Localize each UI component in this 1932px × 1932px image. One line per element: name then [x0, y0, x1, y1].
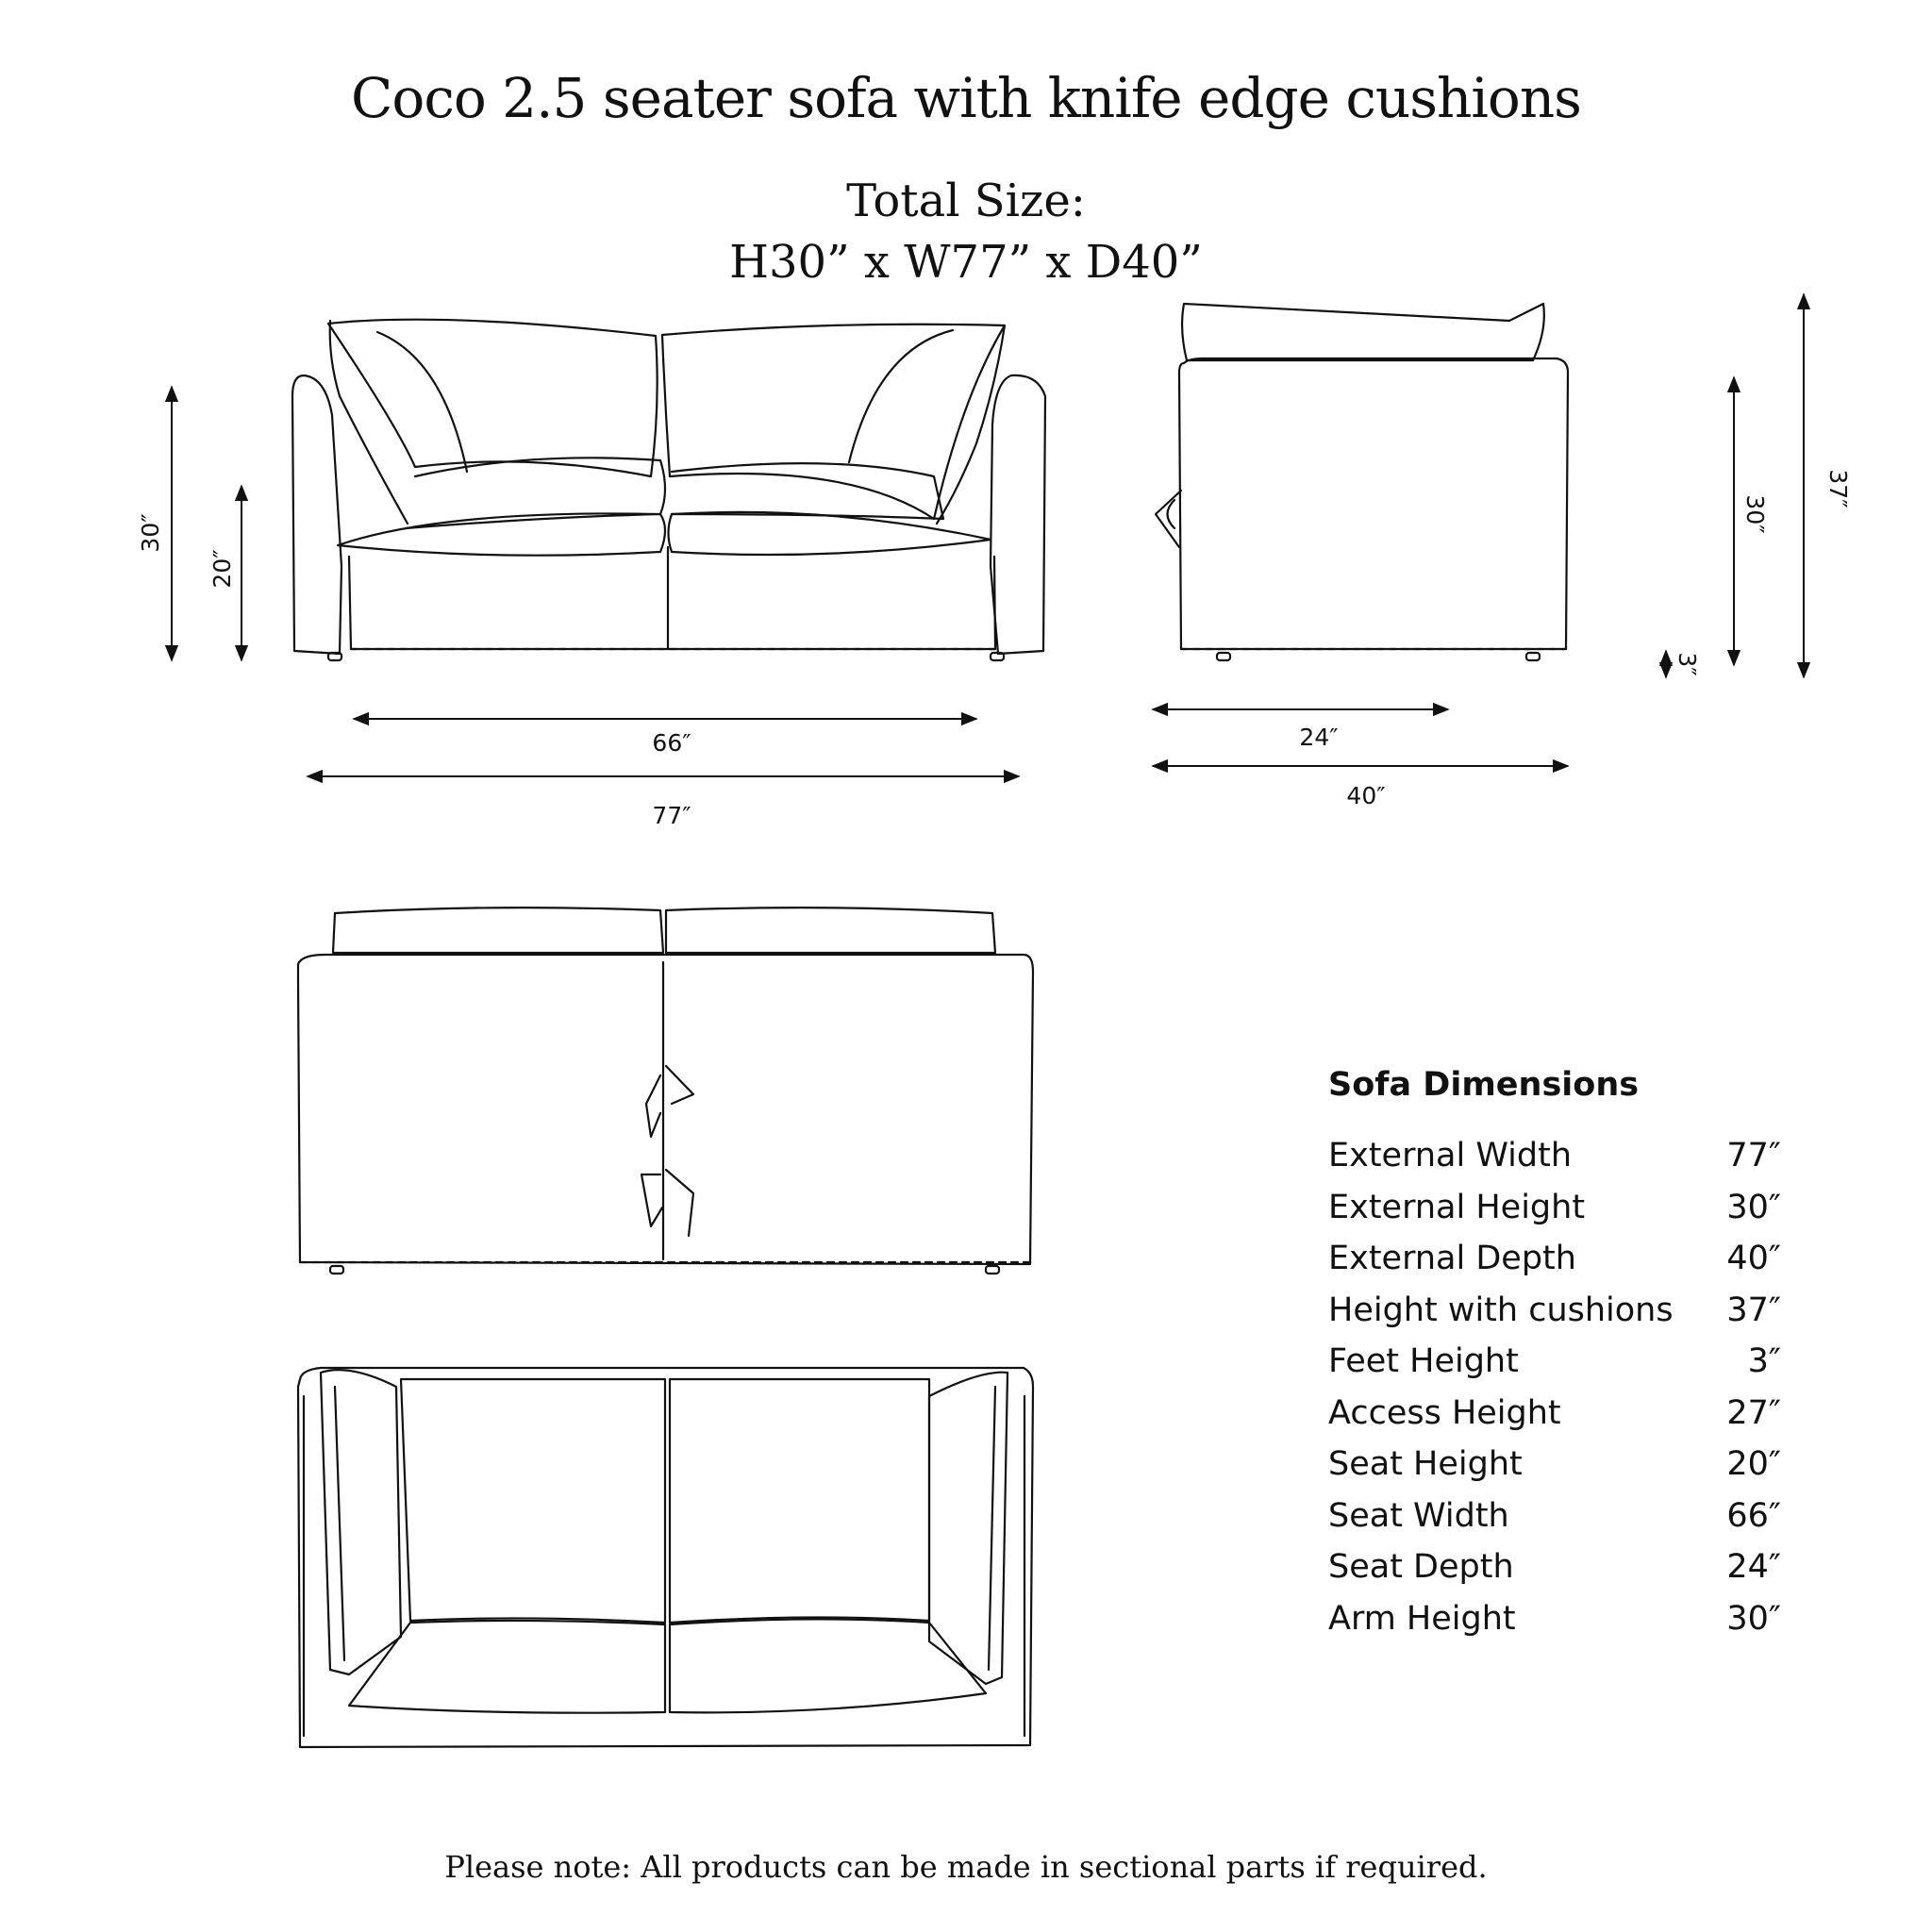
side-view-drawing [1156, 304, 1568, 660]
spec-label: Access Height [1328, 1393, 1561, 1432]
spec-row [1328, 1182, 1781, 1234]
spec-value: 30″ [1726, 1599, 1781, 1638]
side-arm-height-label: 30″ [1741, 494, 1769, 534]
footnote: Please note: All products can be made in sectional parts if required. [444, 1849, 1488, 1885]
back-view-drawing [298, 908, 1033, 1274]
spec-heading: Sofa Dimensions [1328, 1066, 1640, 1104]
sofa-dimensions-table [1328, 1066, 1781, 1644]
page-title: Coco 2.5 seater sofa with knife edge cushions [351, 66, 1581, 130]
spec-label: Arm Height [1328, 1599, 1516, 1638]
spec-row [1328, 1439, 1781, 1491]
front-view-drawing [292, 320, 1045, 660]
spec-row [1328, 1593, 1781, 1645]
total-size-value: H30” x W77” x D40” [729, 236, 1203, 289]
spec-label: External Height [1328, 1188, 1586, 1226]
spec-value: 20″ [1726, 1445, 1781, 1483]
seat-width-label: 66″ [652, 729, 691, 757]
spec-value: 27″ [1726, 1393, 1781, 1432]
side-total-height-label: 37″ [1824, 469, 1852, 508]
spec-label: External Depth [1328, 1240, 1576, 1277]
side-depth-label: 40″ [1346, 782, 1386, 809]
front-height-label: 30″ [137, 513, 164, 553]
spec-row [1328, 1336, 1781, 1388]
spec-label: External Width [1328, 1137, 1573, 1174]
spec-label: Seat Depth [1328, 1548, 1514, 1586]
spec-row [1328, 1285, 1781, 1337]
spec-label: Seat Width [1328, 1496, 1509, 1535]
external-width-label: 77″ [652, 802, 691, 829]
spec-value: 77″ [1726, 1137, 1781, 1174]
spec-value: 66″ [1726, 1496, 1781, 1535]
top-view-drawing [298, 1368, 1033, 1747]
spec-row [1328, 1491, 1781, 1542]
spec-value: 3″ [1747, 1342, 1781, 1380]
spec-row [1328, 1541, 1781, 1593]
side-feet-height-label: 3″ [1674, 652, 1701, 676]
spec-value: 30″ [1726, 1188, 1781, 1226]
spec-value: 24″ [1726, 1548, 1781, 1586]
front-seat-height-label: 20″ [208, 549, 236, 589]
spec-value: 37″ [1726, 1291, 1781, 1329]
side-seat-depth-label: 24″ [1299, 724, 1339, 751]
spec-label: Feet Height [1328, 1342, 1519, 1380]
spec-value: 40″ [1726, 1240, 1781, 1277]
spec-row [1328, 1130, 1781, 1182]
spec-row [1328, 1388, 1781, 1440]
spec-row [1328, 1233, 1781, 1285]
spec-label: Seat Height [1328, 1445, 1523, 1483]
total-size-label: Total Size: [846, 175, 1086, 227]
spec-label: Height with cushions [1328, 1291, 1674, 1329]
